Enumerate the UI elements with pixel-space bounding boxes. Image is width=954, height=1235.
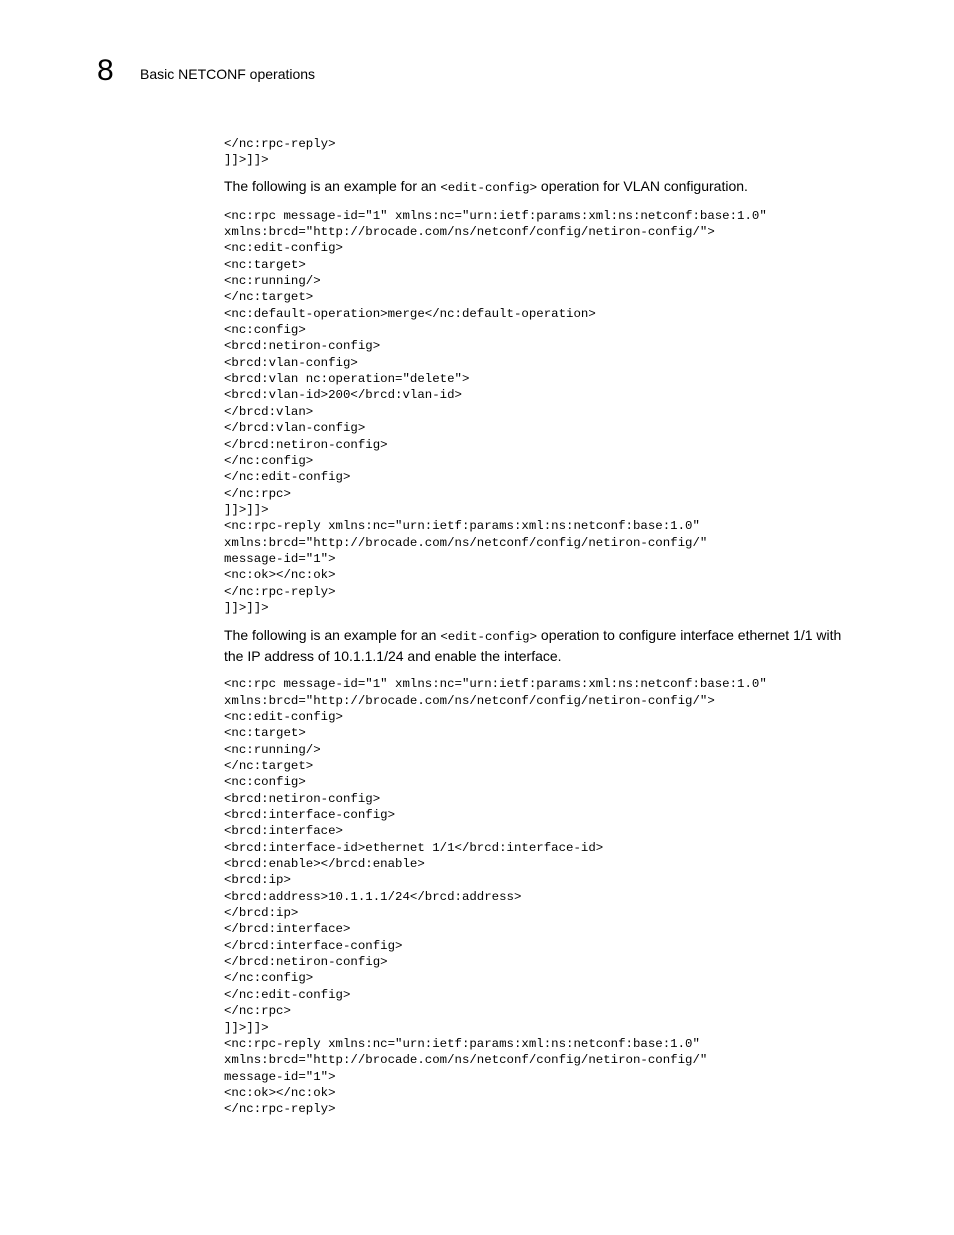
paragraph-text: The following is an example for an	[224, 177, 441, 194]
spacer	[224, 666, 864, 676]
chapter-number: 8	[97, 54, 114, 87]
spacer	[224, 616, 864, 626]
spacer	[224, 198, 864, 208]
code-block-rpc-reply-tail: </nc:rpc-reply> ]]>]]>	[224, 137, 336, 168]
code-block-interface-config: <nc:rpc message-id="1" xmlns:nc="urn:ietf:params:xml:ns:netconf:base:1.0" xmlns:brcd="http://brocade.com/ns/netconf/config/netiron-config/"> <nc:edit-config> <nc:target> <nc:running/> </nc:target> <nc:config> <brcd:netiron-config> <brcd:interface-config> <brcd:interface> <brcd:interface-id>ethernet 1/1</brcd:interface-id> <brcd:enable></brcd:enable> <brcd:ip> <brcd:address>10.1.1.1/24</brcd:address> </brcd:ip> </brcd:interface> </brcd:interface-config> </brcd:netiron-config> </nc:config> </nc:edit-config> </nc:rpc> ]]>]]> <nc:rpc-reply xmlns:nc="urn:ietf:params:xml:ns:netconf:base:1.0" xmlns:brcd="http://brocade.com/ns/netconf/config/netiron-config/" message-id="1"> <nc:ok></nc:ok> </nc:rpc-reply>	[224, 677, 767, 1117]
paragraph-interface-example	[224, 626, 864, 666]
paragraph-text: The following is an example for an	[224, 627, 441, 644]
paragraph-vlan-example	[224, 177, 864, 198]
page-content	[224, 136, 864, 1118]
running-title: Basic NETCONF operations	[140, 66, 316, 82]
inline-code: <edit-config>	[440, 180, 538, 195]
inline-code: <edit-config>	[440, 630, 538, 645]
paragraph-text: operation to configure interface ethernet 1/1 with the IP address of 10.1.1.1/24 and enable the interface.	[224, 627, 842, 665]
paragraph-text: operation for VLAN configuration.	[537, 177, 748, 194]
spacer	[224, 169, 864, 177]
code-block-vlan-config: <nc:rpc message-id="1" xmlns:nc="urn:ietf:params:xml:ns:netconf:base:1.0" xmlns:brcd="http://brocade.com/ns/netconf/config/netiron-config/"> <nc:edit-config> <nc:target> <nc:running/> </nc:target> <nc:default-operation>merge</nc:default-operation> <nc:config> <brcd:netiron-config> <brcd:vlan-config> <brcd:vlan nc:operation="delete"> <brcd:vlan-id>200</brcd:vlan-id> </brcd:vlan> </brcd:vlan-config> </brcd:netiron-config> </nc:config> </nc:edit-config> </nc:rpc> ]]>]]> <nc:rpc-reply xmlns:nc="urn:ietf:params:xml:ns:netconf:base:1.0" xmlns:brcd="http://brocade.com/ns/netconf/config/netiron-config/" message-id="1"> <nc:ok></nc:ok> </nc:rpc-reply> ]]>]]>	[224, 208, 767, 615]
